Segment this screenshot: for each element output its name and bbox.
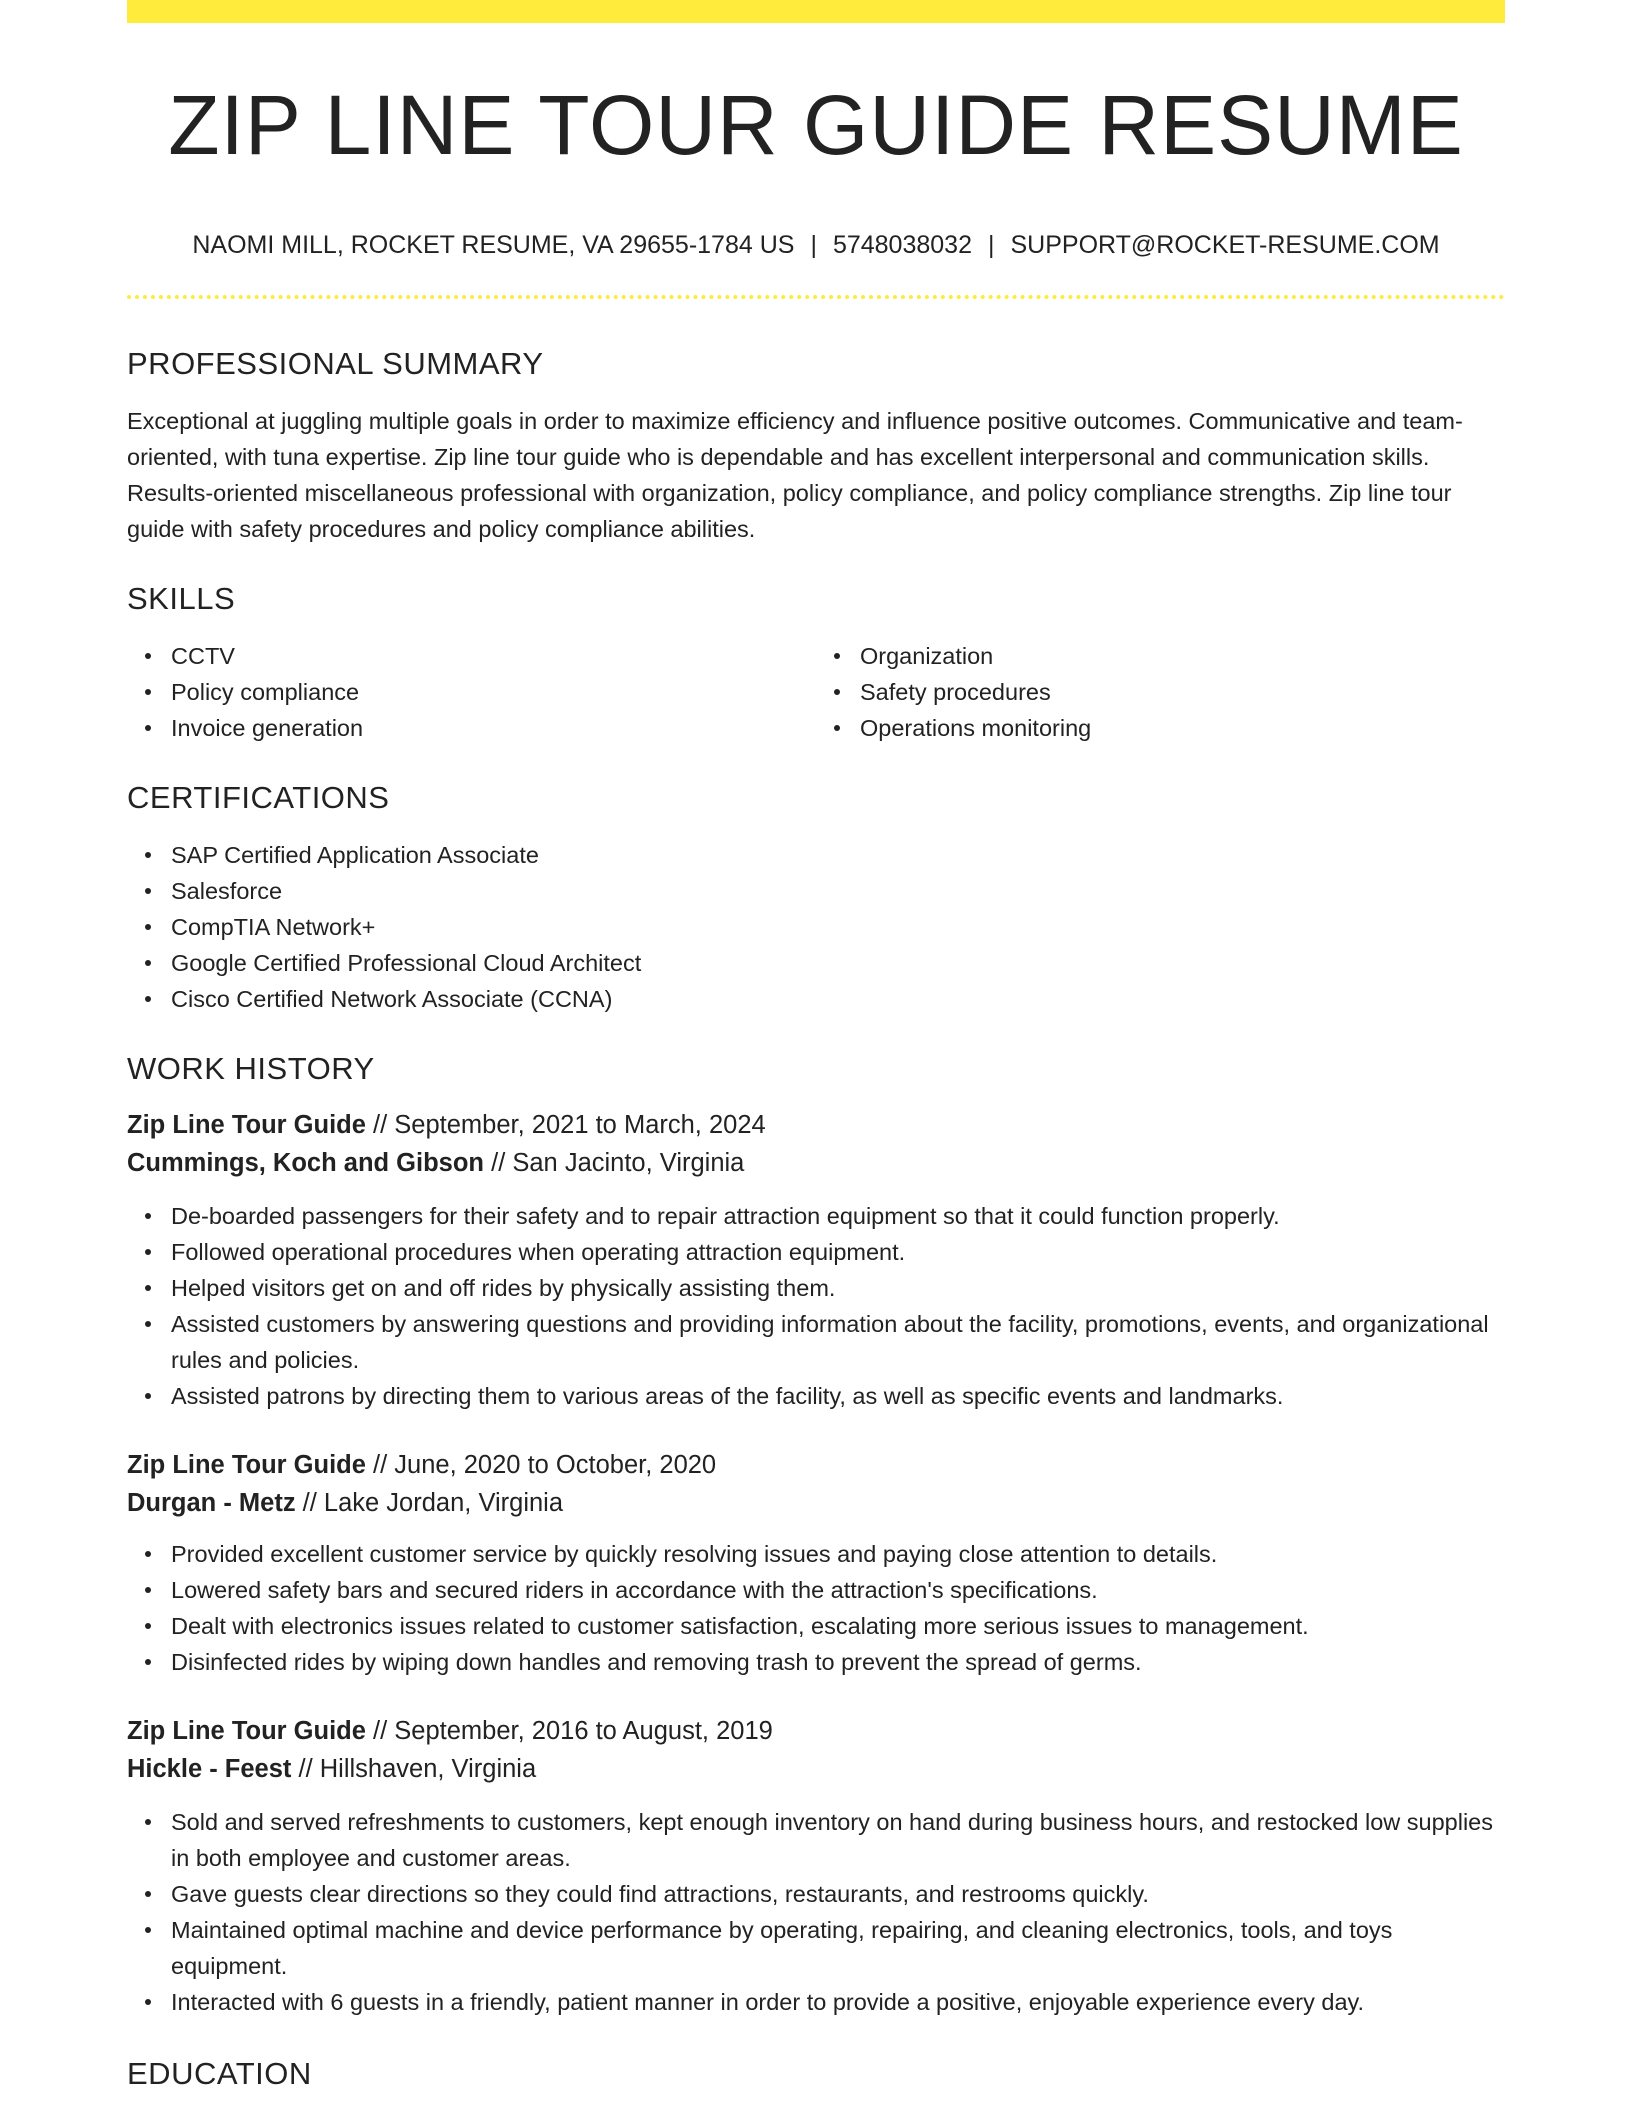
job-title: Zip Line Tour Guide	[127, 1111, 366, 1139]
job-title-line	[127, 1712, 1505, 1750]
job-dates: // September, 2016 to August, 2019	[373, 1717, 773, 1745]
job-title: Zip Line Tour Guide	[127, 1717, 366, 1745]
contact-separator: |	[810, 231, 817, 259]
job-bullet: Assisted customers by answering questions and providing information about the facility, promotions, events, and organizational rules and policies.	[171, 1306, 1505, 1378]
job-location: // San Jacinto, Virginia	[491, 1149, 745, 1177]
contact-line	[127, 233, 1505, 258]
job-bullet: Helped visitors get on and off rides by physically assisting them.	[171, 1270, 1505, 1306]
resume-page	[127, 0, 1505, 2089]
contact-phone: 5748038032	[832, 231, 972, 259]
job-location: // Hillshaven, Virginia	[298, 1755, 537, 1783]
summary-heading: PROFESSIONAL SUMMARY	[127, 346, 544, 381]
skills-column-left	[127, 638, 816, 746]
job-bullet: Followed operational procedures when operating attraction equipment.	[171, 1234, 1505, 1270]
skill-item: Invoice generation	[171, 710, 816, 746]
job-company: Durgan - Metz	[127, 1489, 296, 1517]
skills-list	[127, 638, 1505, 746]
certification-item: Google Certified Professional Cloud Architect	[171, 945, 1505, 981]
contact-address: NAOMI MILL, ROCKET RESUME, VA 29655-1784 US	[192, 231, 795, 259]
contact-email: SUPPORT@ROCKET-RESUME.COM	[1010, 231, 1440, 259]
job-bullet: Maintained optimal machine and device performance by operating, repairing, and cleaning electronics, tools, and toys equipment.	[171, 1912, 1505, 1984]
education-heading: EDUCATION	[127, 2056, 312, 2091]
skills-column-right	[816, 638, 1505, 746]
job-bullet: Dealt with electronics issues related to customer satisfaction, escalating more serious issues to management.	[171, 1608, 1505, 1644]
resume-title: ZIP LINE TOUR GUIDE RESUME	[168, 78, 1464, 172]
certifications-heading: CERTIFICATIONS	[127, 780, 390, 815]
job-bullet: Assisted patrons by directing them to various areas of the facility, as well as specific events and landmarks.	[171, 1378, 1505, 1414]
job-bullet: Provided excellent customer service by quickly resolving issues and paying close attention to details.	[171, 1536, 1505, 1572]
job-bullet: Gave guests clear directions so they could find attractions, restaurants, and restrooms quickly.	[171, 1876, 1505, 1912]
job-bullets	[127, 1804, 1505, 2020]
job-bullet: Sold and served refreshments to customers, kept enough inventory on hand during business hours, and restocked low supplies in both employee and customer areas.	[171, 1804, 1505, 1876]
job-bullet: Disinfected rides by wiping down handles and removing trash to prevent the spread of germs.	[171, 1644, 1505, 1680]
job-bullets	[127, 1536, 1505, 1680]
job-dates: // September, 2021 to March, 2024	[373, 1111, 766, 1139]
job-entry	[127, 1106, 1505, 1414]
skill-item: Operations monitoring	[860, 710, 1505, 746]
job-company: Cummings, Koch and Gibson	[127, 1149, 485, 1177]
job-company-line	[127, 1750, 1505, 1788]
contact-separator: |	[987, 231, 995, 259]
certifications-list	[127, 837, 1505, 1017]
certification-item: SAP Certified Application Associate	[171, 837, 1505, 873]
job-bullet: De-boarded passengers for their safety and to repair attraction equipment so that it could function properly.	[171, 1198, 1505, 1234]
job-entry	[127, 1712, 1505, 2020]
job-bullet: Lowered safety bars and secured riders in accordance with the attraction's specifications.	[171, 1572, 1505, 1608]
certification-item: CompTIA Network+	[171, 909, 1505, 945]
certification-item: Cisco Certified Network Associate (CCNA)	[171, 981, 1505, 1017]
top-accent-bar	[127, 0, 1505, 23]
job-company-line	[127, 1144, 1505, 1182]
work-history-heading: WORK HISTORY	[127, 1051, 375, 1086]
job-location: // Lake Jordan, Virginia	[302, 1489, 564, 1517]
certification-item: Salesforce	[171, 873, 1505, 909]
skills-heading: SKILLS	[127, 581, 236, 616]
job-title-line	[127, 1106, 1505, 1144]
header-divider	[127, 295, 1505, 299]
job-title: Zip Line Tour Guide	[127, 1451, 366, 1479]
job-bullets	[127, 1198, 1505, 1414]
skill-item: Policy compliance	[171, 674, 816, 710]
skill-item: Safety procedures	[860, 674, 1505, 710]
job-company-line	[127, 1484, 1505, 1522]
job-entry	[127, 1446, 1505, 1680]
job-title-line	[127, 1446, 1505, 1484]
job-company: Hickle - Feest	[127, 1755, 292, 1783]
job-dates: // June, 2020 to October, 2020	[373, 1451, 717, 1479]
skill-item: Organization	[860, 638, 1505, 674]
summary-text: Exceptional at juggling multiple goals in order to maximize efficiency and influence positive outcomes. Communicative and team-oriented, with tuna expertise. Zip line tour guide who is dependable and has excellent interpersonal and communication skills. Results-oriented miscellaneous professional with organization, policy compliance, and policy compliance strengths. Zip line tour guide with safety procedures and policy compliance abilities.	[127, 408, 1463, 542]
skill-item: CCTV	[171, 638, 816, 674]
job-bullet: Interacted with 6 guests in a friendly, patient manner in order to provide a positive, enjoyable experience every day.	[171, 1984, 1505, 2020]
